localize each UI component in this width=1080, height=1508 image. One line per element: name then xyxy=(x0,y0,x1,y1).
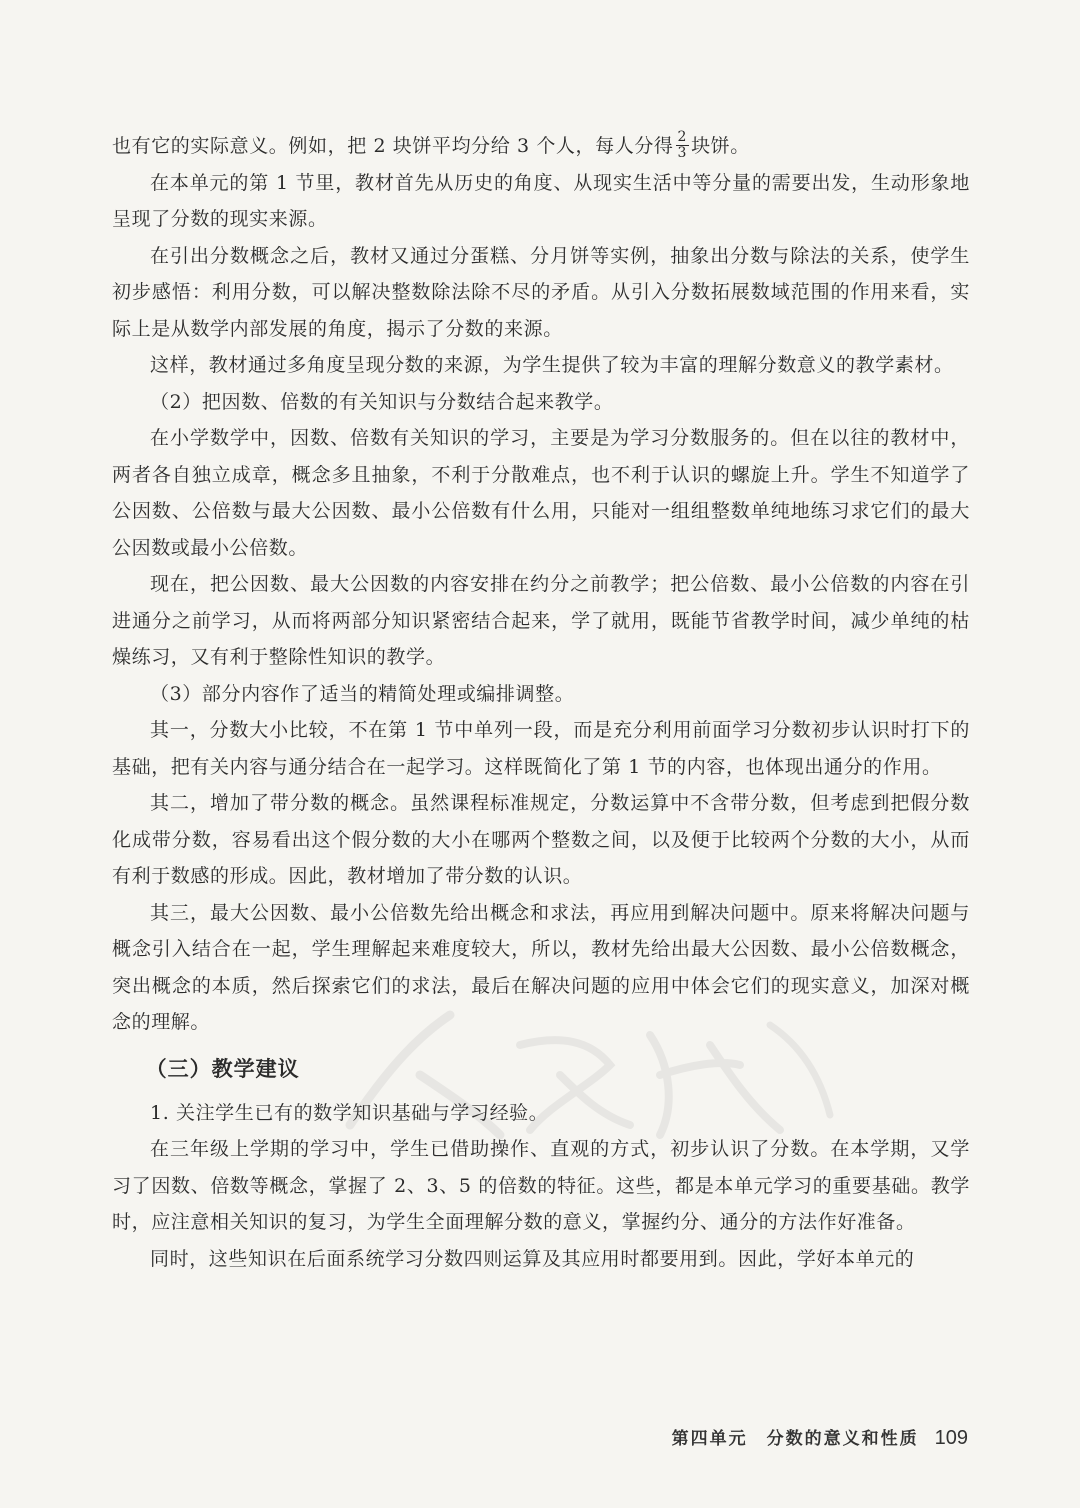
paragraph-3: 在引出分数概念之后，教材又通过分蛋糕、分月饼等实例，抽象出分数与除法的关系，使学生初步感悟：利用分数，可以解决整数除法除不尽的矛盾。从引入分数拓展数域范围的作用来看，实际上是从数学内部发展的角度，揭示了分数的来源。 xyxy=(112,244,970,340)
paragraph-14: 同时，这些知识在后面系统学习分数四则运算及其应用时都要用到。因此，学好本单元的 xyxy=(150,1247,915,1270)
page-number: 109 xyxy=(934,1427,968,1449)
paragraph-8: （3）部分内容作了适当的精简处理或编排调整。 xyxy=(150,682,575,705)
fraction-numerator: 2 xyxy=(677,128,688,145)
chapter-title: 第四单元 分数的意义和性质 xyxy=(671,1429,919,1449)
paragraph-12: 1. 关注学生已有的数学知识基础与学习经验。 xyxy=(150,1101,549,1124)
paragraph-1-text-b: 块饼。 xyxy=(691,135,750,157)
paragraph-2: 在本单元的第 1 节里，教材首先从历史的角度、从现实生活中等分量的需要出发，生动形象地呈现了分数的现实来源。 xyxy=(112,171,970,230)
paragraph-9: 其一，分数大小比较，不在第 1 节中单列一段，而是充分利用前面学习分数初步认识时打下的基础，把有关内容与通分结合在一起学习。这样既简化了第 1 节的内容，也体现出通分的作用。 xyxy=(112,719,970,778)
page-footer xyxy=(672,1424,968,1450)
section-title: （三）教学建议 xyxy=(145,1056,300,1081)
paragraph-6: 在小学数学中，因数、倍数有关知识的学习，主要是为学习分数服务的。但在以往的教材中，两者各自独立成章，概念多且抽象，不利于分散难点，也不利于认识的螺旋上升。学生不知道学了公因数、公倍数与最大公因数、最小公倍数有什么用，只能对一组组整数单纯地练习求它们的最大公因数或最小公倍数。 xyxy=(112,427,970,559)
paragraph-13: 在三年级上学期的学习中，学生已借助操作、直观的方式，初步认识了分数。在本学期，又学习了因数、倍数等概念，掌握了 2、3、5 的倍数的特征。这些，都是本单元学习的重要基础。教学时，应注意相关知识的复习，为学生全面理解分数的意义，掌握约分、通分的方法作好准备。 xyxy=(112,1138,970,1233)
paragraph-1 xyxy=(112,128,970,165)
paragraph-11: 其三，最大公因数、最小公倍数先给出概念和求法，再应用到解决问题中。原来将解决问题与概念引入结合在一起，学生理解起来难度较大，所以，教材先给出最大公因数、最小公倍数概念，突出概念的本质，然后探索它们的求法，最后在解决问题的应用中体会它们的现实意义，加深对概念的理解。 xyxy=(112,901,970,1033)
body-text xyxy=(112,128,970,1277)
fraction-denominator: 3 xyxy=(677,144,688,161)
paragraph-7: 现在，把公因数、最大公因数的内容安排在约分之前教学；把公倍数、最小公倍数的内容在引进通分之前学习，从而将两部分知识紧密结合起来，学了就用，既能节省教学时间，减少单纯的枯燥练习，又有利于整除性知识的教学。 xyxy=(112,573,970,668)
paragraph-4: 这样，教材通过多角度呈现分数的来源，为学生提供了较为丰富的理解分数意义的教学素材。 xyxy=(150,354,954,376)
paragraph-1-text-a: 也有它的实际意义。例如，把 2 块饼平均分给 3 个人，每人分得 xyxy=(112,135,674,157)
fraction-two-thirds xyxy=(676,130,690,161)
paragraph-5: （2）把因数、倍数的有关知识与分数结合起来教学。 xyxy=(150,390,614,413)
paragraph-10: 其二，增加了带分数的概念。虽然课程标准规定，分数运算中不含带分数，但考虑到把假分数化成带分数，容易看出这个假分数的大小在哪两个整数之间，以及便于比较两个分数的大小，从而有利于数感的形成。因此，教材增加了带分数的认识。 xyxy=(112,792,970,887)
